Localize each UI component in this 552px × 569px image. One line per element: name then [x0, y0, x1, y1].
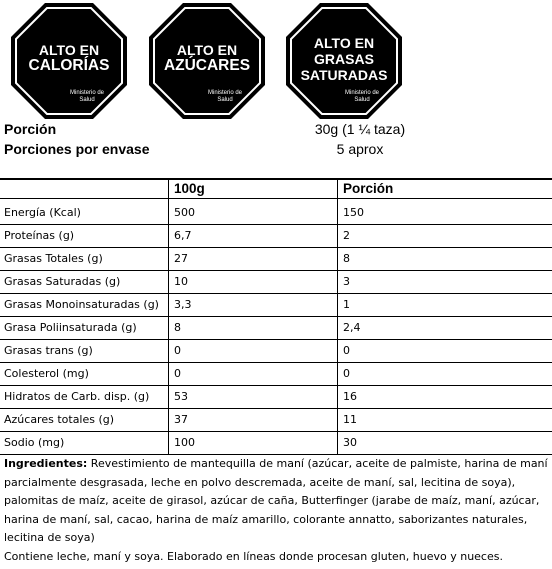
portion-value: 30g (1 ¼ taza) — [314, 121, 406, 137]
value-per-portion: 11 — [343, 413, 357, 426]
header-rule — [0, 198, 552, 199]
row-rule — [0, 385, 552, 386]
value-per-100g: 3,3 — [174, 298, 192, 311]
seal-line-3: SATURADAS — [300, 67, 388, 83]
row-rule — [0, 408, 552, 409]
seal-alto-en-calorias — [10, 2, 128, 120]
value-per-portion: 8 — [343, 252, 350, 265]
row-rule — [0, 247, 552, 248]
nutrient-name: Grasas trans (g) — [4, 344, 93, 357]
value-per-portion: 0 — [343, 367, 350, 380]
value-per-portion: 0 — [343, 344, 350, 357]
seal-line-2: GRASAS — [314, 51, 374, 67]
ingredients-text: Revestimiento de mantequilla de maní (azúcar, aceite de palmiste, harina de maní parcialmente desgrasada, leche en polvo descremada, aceite de maní, sal, lecitina de soya), palomitas de maíz, aceite de girasol, azúcar de caña, Butterfinger (jarabe de maíz, maní, azúcar, harina de maní, sal, cacao, harina de maíz amarillo, colorante annatto, saborizantes naturales, lecitina de soya) — [4, 457, 548, 544]
column-header-100g: 100g — [174, 181, 205, 196]
value-per-100g: 53 — [174, 390, 188, 403]
seal-ministry-label: Ministerio de Salud — [344, 90, 379, 103]
value-per-100g: 0 — [174, 344, 181, 357]
nutrient-name: Proteínas (g) — [4, 229, 75, 242]
value-per-100g: 8 — [174, 321, 181, 334]
nutrient-name: Grasa Poliinsaturada (g) — [4, 321, 137, 334]
nutrient-name: Hidratos de Carb. disp. (g) — [4, 390, 150, 403]
value-per-100g: 27 — [174, 252, 188, 265]
portion-label: Porción — [4, 121, 57, 137]
column-header-portion: Porción — [343, 181, 394, 196]
row-rule — [0, 362, 552, 363]
seal-line-2: AZÚCARES — [163, 57, 251, 74]
value-per-portion: 16 — [343, 390, 357, 403]
seal-line-1: ALTO EN — [176, 42, 238, 58]
ingredients-section — [4, 455, 550, 566]
row-rule — [0, 316, 552, 317]
nutrient-name: Grasas Saturadas (g) — [4, 275, 121, 288]
value-per-100g: 10 — [174, 275, 188, 288]
value-per-100g: 0 — [174, 367, 181, 380]
value-per-portion: 150 — [343, 206, 364, 219]
row-rule — [0, 293, 552, 294]
value-per-portion: 30 — [343, 436, 357, 449]
table-top-rule — [0, 178, 552, 180]
row-rule — [0, 431, 552, 432]
nutrient-name: Grasas Monoinsaturadas (g) — [4, 298, 159, 311]
value-per-portion: 2,4 — [343, 321, 361, 334]
value-per-portion: 2 — [343, 229, 350, 242]
seal-ministry-label: Ministerio de Salud — [69, 90, 104, 103]
seal-line-1: ALTO EN — [38, 42, 100, 58]
nutrient-name: Sodio (mg) — [4, 436, 65, 449]
ingredients-paragraph — [4, 455, 550, 548]
value-per-100g: 37 — [174, 413, 188, 426]
seal-ministry-label: Ministerio de Salud — [207, 90, 242, 103]
row-rule — [0, 339, 552, 340]
seal-alto-en-azucares — [148, 2, 266, 120]
nutrient-name: Grasas Totales (g) — [4, 252, 103, 265]
seal-line-2: CALORÍAS — [28, 57, 110, 74]
seal-line-1: ALTO EN — [313, 35, 375, 51]
value-per-100g: 500 — [174, 206, 195, 219]
nutrient-name: Colesterol (mg) — [4, 367, 89, 380]
value-per-portion: 3 — [343, 275, 350, 288]
servings-per-package-value: 5 aprox — [336, 141, 384, 157]
allergen-statement: Contiene leche, maní y soya. Elaborado en líneas donde procesan gluten, huevo y nueces. — [4, 549, 503, 563]
nutrient-name: Azúcares totales (g) — [4, 413, 115, 426]
servings-per-package-label: Porciones por envase — [4, 141, 150, 157]
nutrient-name: Energía (Kcal) — [4, 206, 81, 219]
value-per-100g: 100 — [174, 436, 195, 449]
ingredients-label: Ingredientes: — [4, 457, 88, 470]
value-per-portion: 1 — [343, 298, 350, 311]
row-rule — [0, 224, 552, 225]
value-per-100g: 6,7 — [174, 229, 192, 242]
row-rule — [0, 270, 552, 271]
seal-alto-en-grasas-saturadas — [285, 2, 403, 120]
